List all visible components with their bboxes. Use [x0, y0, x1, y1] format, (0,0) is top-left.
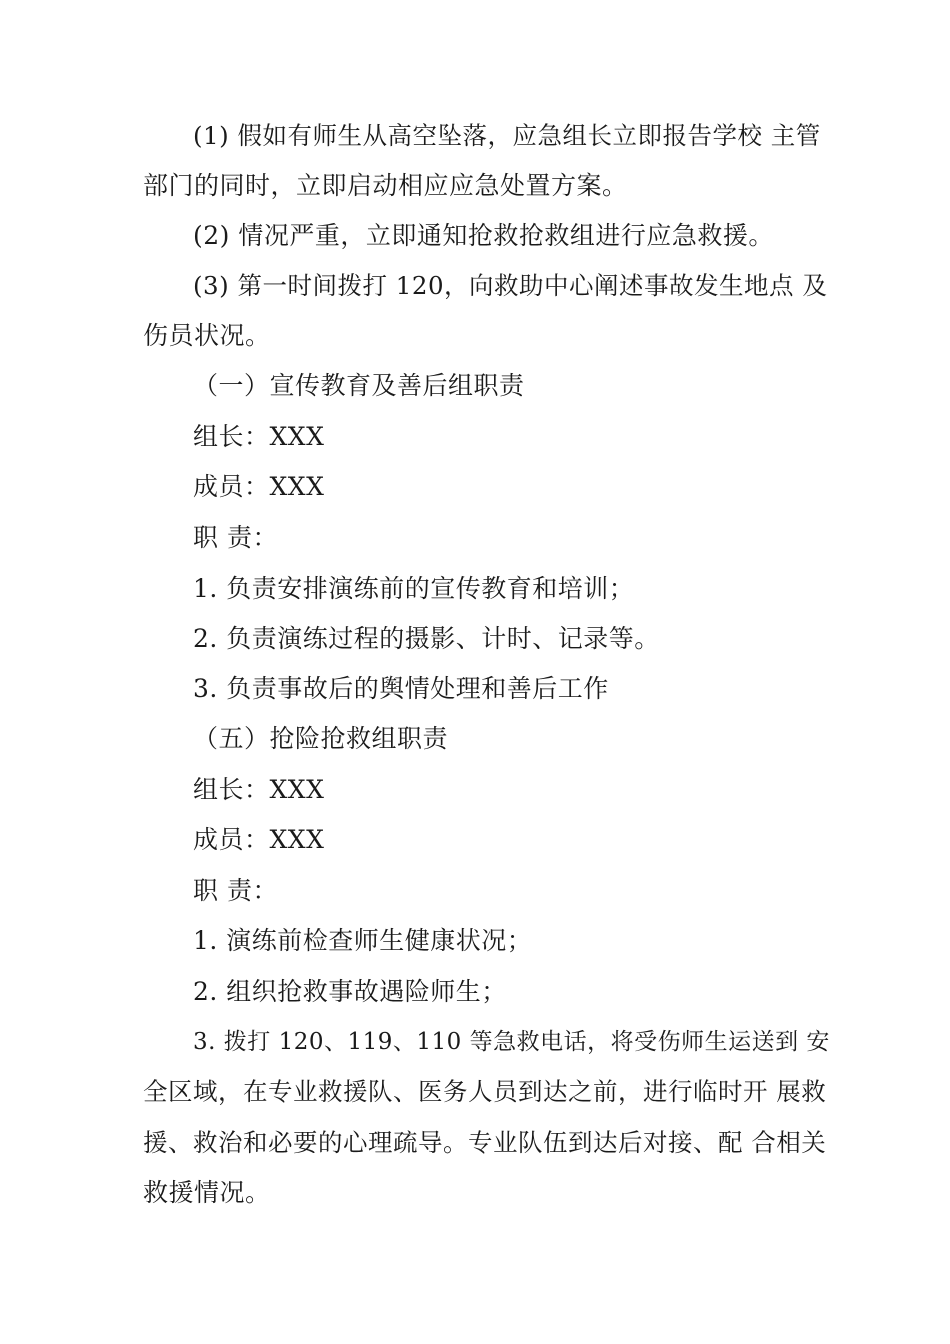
paragraph-line: 全区域，在专业救援队、医务人员到达之前，进行临时开 展救 [143, 1077, 827, 1106]
duty-item: 2. 组织抢救事故遇险师生； [193, 977, 507, 1006]
section-heading: （一）宣传教育及善后组职责 [193, 371, 525, 400]
paragraph-line: (1) 假如有师生从高空坠落，应急组长立即报告学校 主管 [193, 121, 821, 150]
group-leader: 组长：XXX [193, 422, 325, 451]
group-leader: 组长：XXX [193, 775, 325, 804]
paragraph-line: 伤员状况。 [143, 321, 271, 350]
duty-item: 3. 拨打 120、119、110 等急救电话，将受伤师生运送到 安 [193, 1029, 830, 1055]
duty-item: 1. 演练前检查师生健康状况； [193, 926, 533, 955]
paragraph-line: (3) 第一时间拨打 120，向救助中心阐述事故发生地点 及 [193, 271, 828, 300]
duties-label: 职 责： [193, 523, 278, 552]
paragraph-line: 部门的同时，立即启动相应应急处置方案。 [143, 171, 628, 200]
duties-label: 职 责： [193, 876, 278, 905]
paragraph-line: 救援情况。 [143, 1178, 271, 1207]
group-members: 成员：XXX [193, 825, 325, 854]
duty-item: 1. 负责安排演练前的宣传教育和培训； [193, 574, 635, 603]
paragraph-line: 援、救治和必要的心理疏导。专业队伍到达后对接、配 合相关 [143, 1128, 827, 1157]
section-heading: （五）抢险抢救组职责 [193, 724, 449, 753]
duty-item: 2. 负责演练过程的摄影、计时、记录等。 [193, 624, 660, 653]
paragraph-line: (2) 情况严重，立即通知抢救抢救组进行应急救援。 [193, 221, 774, 250]
duty-item: 3. 负责事故后的舆情处理和善后工作 [193, 674, 609, 703]
group-members: 成员：XXX [193, 472, 325, 501]
